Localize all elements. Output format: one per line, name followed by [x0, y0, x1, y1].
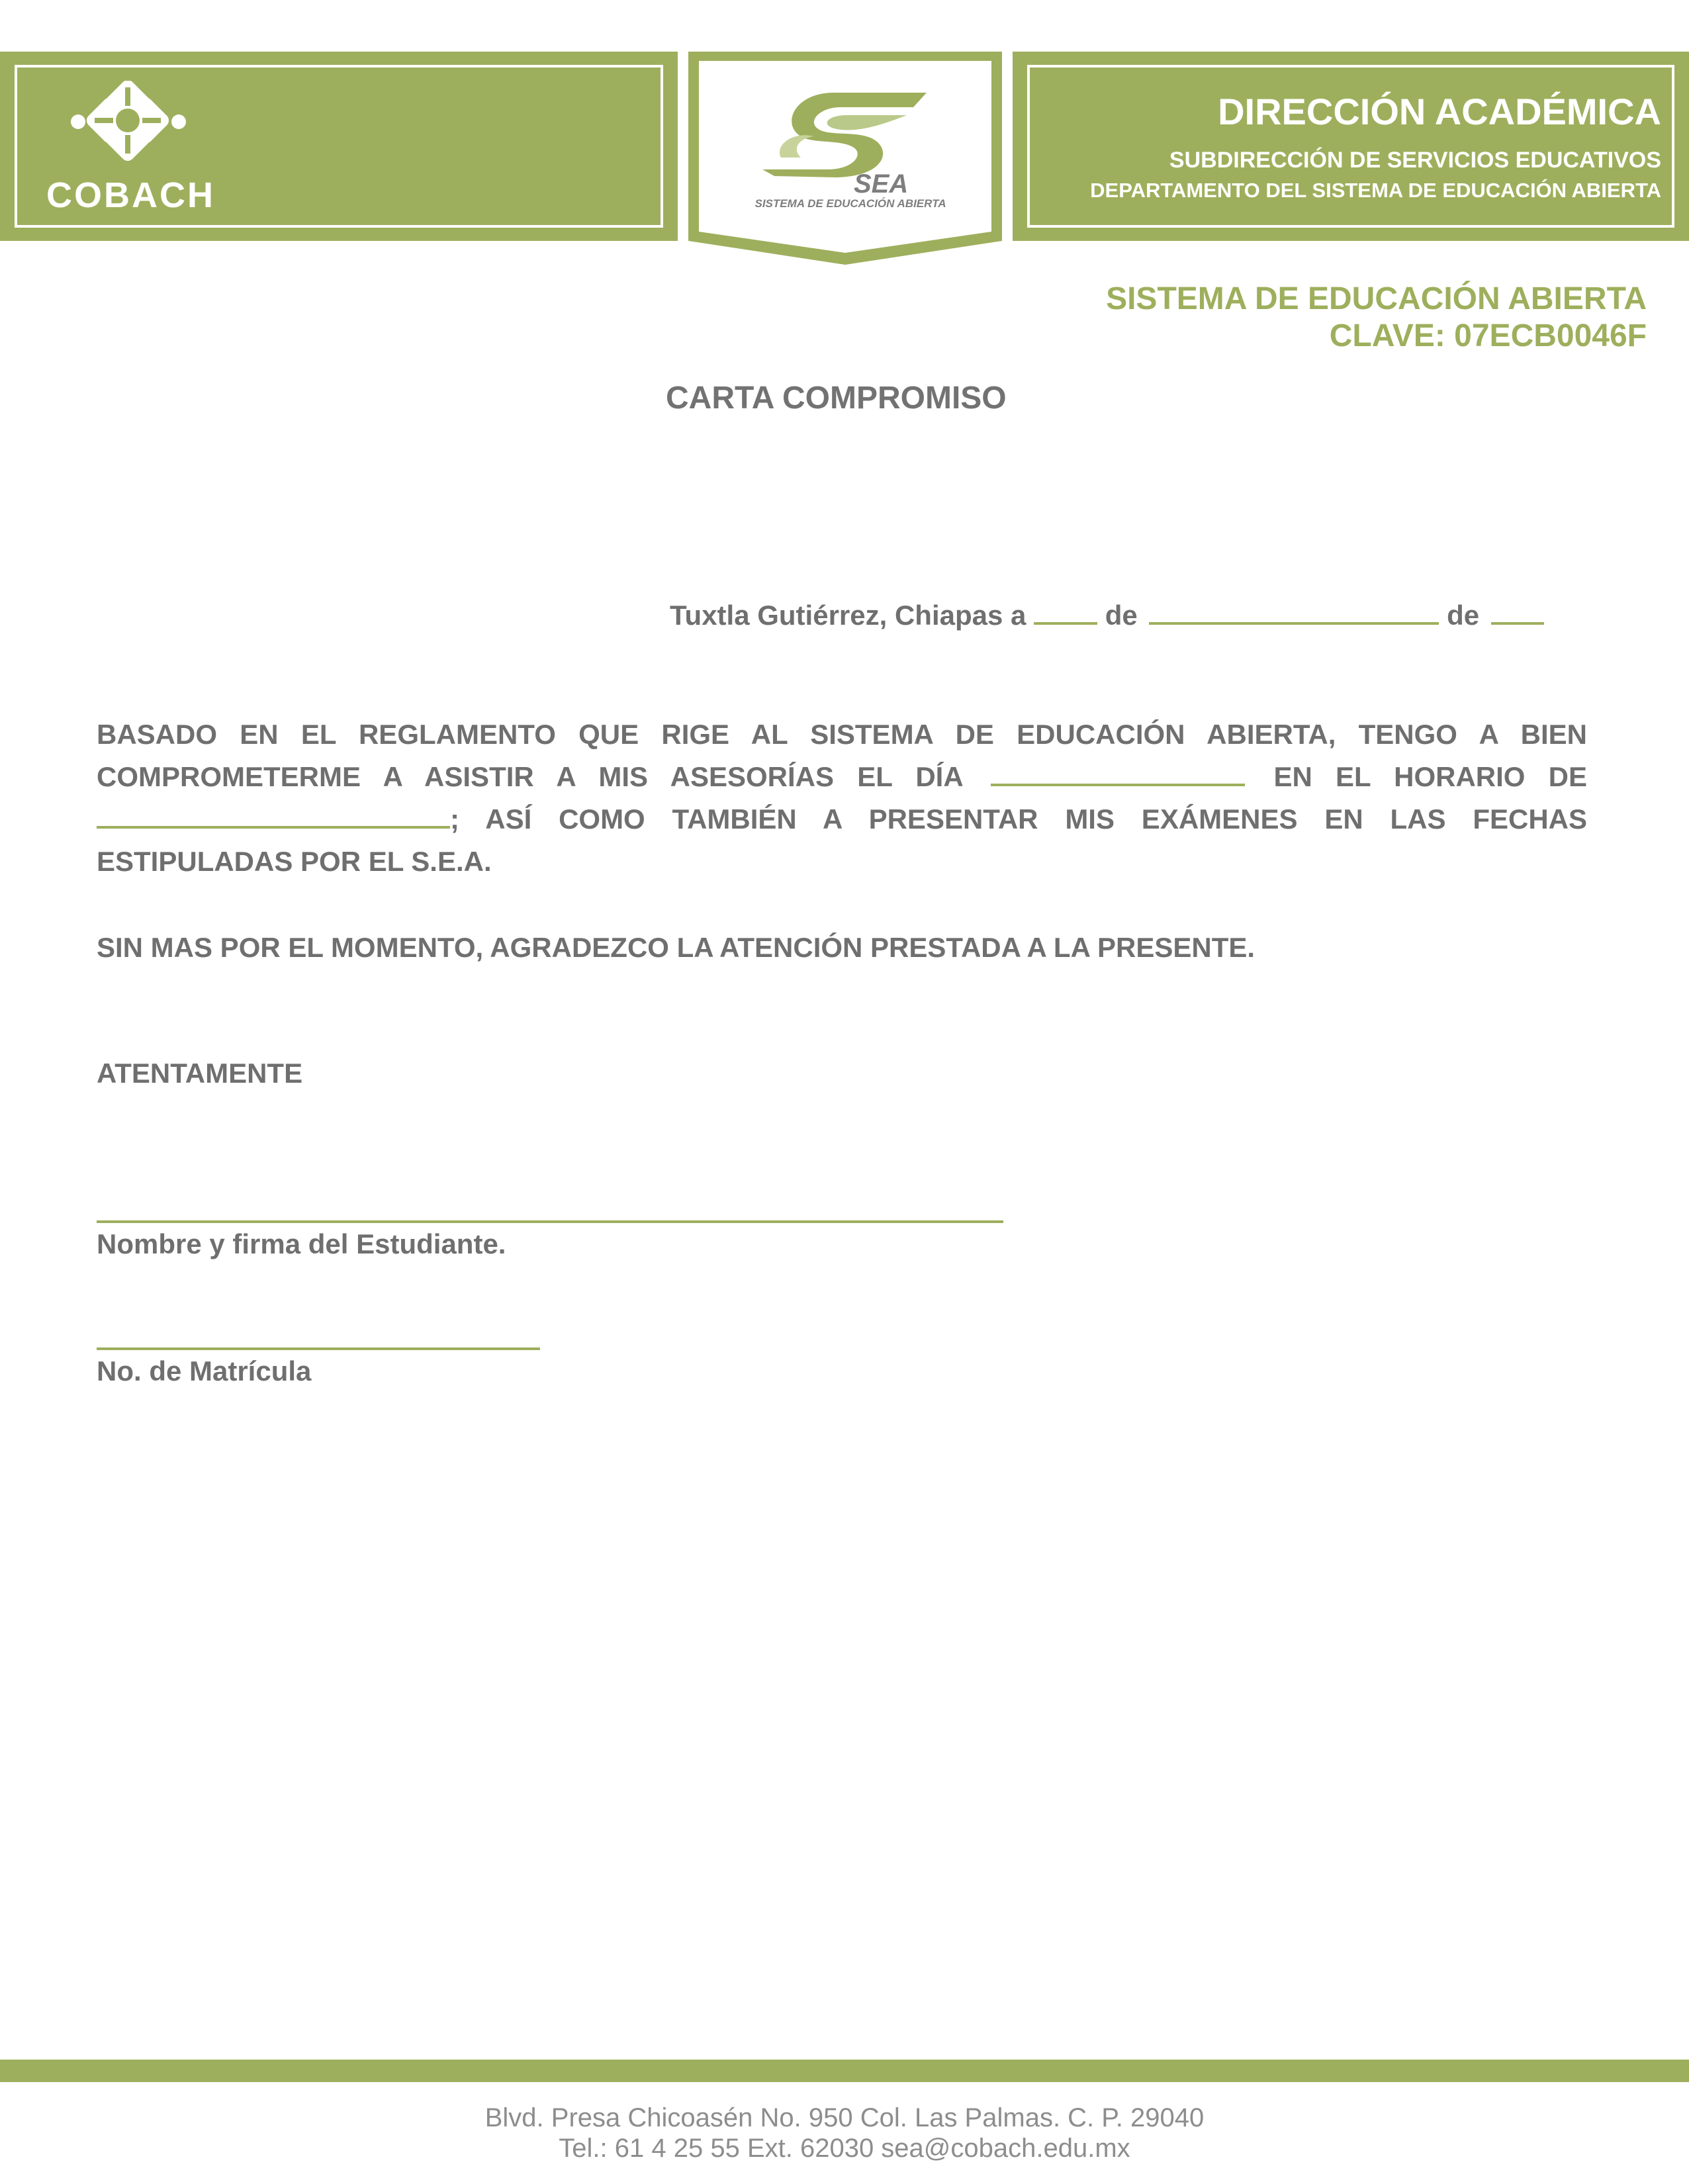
commitment-text-c: ; ASÍ COMO TAMBIÉN A PRESENTAR MIS EXÁMENES EN LAS FECHAS ESTIPULADAS POR EL S.E.A. [97, 803, 1587, 877]
footer-address: Blvd. Presa Chicoasén No. 950 Col. Las Palmas. C. P. 29040 [484, 2103, 1205, 2132]
day-blank[interactable] [1034, 622, 1097, 625]
schedule-blank[interactable] [97, 826, 450, 829]
sea-logo-subtitle: SISTEMA DE EDUCACIÓN ABIERTA [754, 197, 946, 210]
footer-bar [0, 2060, 1689, 2082]
sea-logo-text: SEA [854, 169, 909, 199]
place-text: Tuxtla Gutiérrez, Chiapas a [670, 600, 1027, 631]
cobach-emblem-icon [66, 81, 192, 167]
direction-title: DIRECCIÓN ACADÉMICA [1218, 91, 1661, 132]
matricula-line[interactable] [97, 1347, 540, 1350]
thanks-paragraph: SIN MAS POR EL MOMENTO, AGRADEZCO LA ATENCIÓN PRESTADA A LA PRESENTE. [97, 932, 1255, 963]
header-right-frame [1027, 65, 1674, 228]
month-blank[interactable] [1149, 622, 1439, 625]
signature-label: Nombre y firma del Estudiante. [97, 1228, 506, 1259]
de-text-2: de [1447, 600, 1480, 631]
de-text-1: de [1105, 600, 1138, 631]
document-title: CARTA COMPROMISO [666, 381, 1007, 416]
sea-logo-icon [754, 85, 940, 184]
commitment-paragraph [97, 713, 1587, 883]
matricula-label: No. de Matrícula [97, 1355, 312, 1387]
system-clave: CLAVE: 07ECB0046F [1329, 318, 1647, 353]
cobach-logo-text: COBACH [46, 175, 215, 215]
system-name: SISTEMA DE EDUCACIÓN ABIERTA [1106, 281, 1647, 316]
header-left-panel [0, 52, 678, 241]
signature-line[interactable] [97, 1220, 1003, 1223]
department-title: DEPARTAMENTO DEL SISTEMA DE EDUCACIÓN ABIERTA [1090, 179, 1661, 202]
commitment-text-b: EN EL HORARIO DE [1273, 761, 1588, 792]
header-right-panel [1013, 52, 1689, 241]
commitment-text-a: BASADO EN EL REGLAMENTO QUE RIGE AL SISTEMA DE EDUCACIÓN ABIERTA, TENGO A BIEN COMPROMETERME A ASISTIR A MIS ASESORÍAS EL DÍA [97, 719, 1587, 792]
subdirection-title: SUBDIRECCIÓN DE SERVICIOS EDUCATIVOS [1169, 148, 1661, 173]
place-date-line [670, 600, 1544, 631]
day-of-week-blank[interactable] [991, 784, 1245, 786]
year-blank[interactable] [1491, 622, 1544, 625]
closing-text: ATENTAMENTE [97, 1058, 303, 1089]
footer-contact: Tel.: 61 4 25 55 Ext. 62030 sea@cobach.edu.mx [559, 2134, 1130, 2163]
